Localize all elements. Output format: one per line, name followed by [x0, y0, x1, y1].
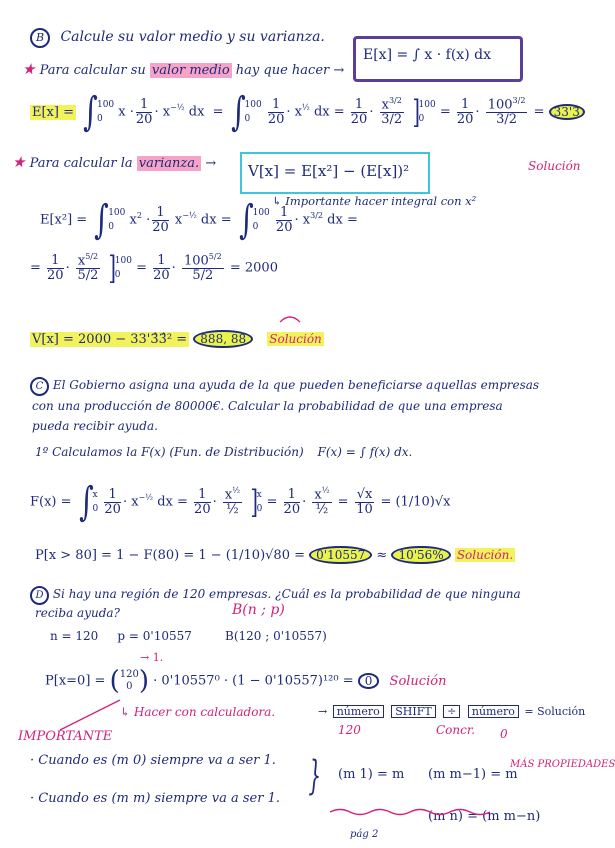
ex2-lhs: E[x²] =: [40, 212, 88, 228]
p0-rhs: · 0'10557⁰ · (1 − 0'10557)¹²⁰ =: [153, 673, 354, 689]
rule-2: · Cuando es (m m) siempre va a ser 1.: [30, 791, 280, 806]
arrow-one: → 1.: [140, 651, 164, 664]
mean-result: 33'3: [549, 104, 585, 120]
variance-result: 888, 88: [193, 330, 253, 348]
binom-params: n = 120 p = 0'10557: [50, 629, 192, 643]
mean-intro-suffix: hay que hacer →: [235, 63, 345, 78]
arrow-to-variance: [280, 317, 300, 322]
calc-note-text: Hacer con calculadora.: [133, 705, 276, 719]
arrow-right-icon: →: [205, 156, 217, 171]
key-numero-2: número: [468, 705, 519, 718]
property-3: (m n) = (m m−n): [428, 809, 541, 824]
key-numero: número: [333, 705, 384, 718]
probability-expression: P[x > 80] = 1 − F(80) = 1 − (1/10)√80 =: [35, 548, 305, 563]
note-integral-text: Importante hacer integral con x²: [285, 194, 477, 208]
p0-line: P[x=0] = (120 0 ) · 0'10557⁰ · (1 − 0'10557)¹²⁰ = 0 Solución: [45, 666, 447, 696]
section-c-line3: pueda recibir ayuda.: [32, 419, 158, 433]
section-c-label: C: [30, 377, 49, 396]
arrow-curved-icon: ↳: [120, 705, 134, 719]
arrow-curved-icon: ↳: [272, 194, 286, 208]
keys-sub-0: 0: [500, 727, 508, 741]
calculator-keys: → número SHIFT ÷ número = Solución: [318, 705, 586, 718]
keys-sub-120: 120: [338, 723, 361, 737]
probability-value: 0'10557: [309, 546, 372, 564]
variance-formula: V[x] = E[x²] − (E[x])²: [248, 162, 410, 180]
section-b-title: Calcule su valor medio y su varianza.: [60, 29, 325, 45]
rule-1: · Cuando es (m 0) siempre va a ser 1.: [30, 753, 276, 768]
property-1: (m 1) = m: [338, 767, 405, 782]
binom-specific: B(120 ; 0'10557): [225, 629, 327, 643]
ex2-result: = 2000: [229, 260, 278, 276]
key-shift: SHIFT: [391, 705, 435, 718]
more-properties-title: MÁS PROPIEDADES: [510, 759, 615, 770]
page-footer: pág 2: [350, 829, 379, 840]
ex2-result-line: = $\frac{1}{20}$ · $\frac{x^{5/2}}{5/2}$ ]100 0 = $\frac{1}{20}$ · $\frac{100^{5/2}}{5/2}$ = 2000: [30, 249, 278, 287]
probability-percent: 10'56%: [391, 546, 450, 564]
binom-generic: B(n ; p): [232, 602, 285, 618]
variance-intro-prefix: Para calcular la: [29, 156, 133, 171]
step1-formula: F(x) = ∫ f(x) dx.: [317, 445, 413, 459]
wavy-divider: [330, 810, 490, 815]
step1-text: 1º Calculamos la F(x) (Fun. de Distribución): [35, 445, 304, 459]
star-icon: ★: [22, 60, 36, 78]
fx-lhs: F(x) =: [30, 494, 72, 510]
section-d-text1: Si hay una región de 120 empresas. ¿Cuál es la probabilidad de que ninguna: [52, 587, 521, 601]
probability-solution-tag: Solución.: [456, 548, 514, 562]
section-c-text1: El Gobierno asigna una ayuda de la que pueden beneficiarse aquellas empresas: [52, 378, 540, 392]
fx-result: = (1/10)√x: [380, 494, 451, 510]
section-c-line2: con una producción de 80000€. Calcular la probabilidad de que una empresa: [32, 399, 503, 413]
arrow-to-important: [60, 700, 120, 730]
p0-lhs: P[x=0] =: [45, 673, 106, 689]
section-d-label: D: [30, 586, 49, 605]
important-title: IMPORTANTE: [18, 729, 113, 744]
mean-intro-highlight: valor medio: [151, 63, 230, 78]
section-d-line2: reciba ayuda?: [35, 606, 120, 620]
p0-solution-tag: Solución: [389, 673, 447, 689]
section-b-label: B: [30, 28, 50, 48]
curly-brace: }: [308, 753, 322, 799]
variance-solution-tag: Solución: [269, 332, 322, 346]
keys-sub-concr: Concr.: [436, 723, 476, 737]
solution-tag: Solución: [528, 159, 581, 173]
variance-intro-highlight: varianza.: [138, 156, 200, 171]
mean-calculation: E[x] = ∫100 0 x · $\frac{1}{20}$ · $x^{-\frac{1}{2}}$ dx = ∫100 0 $\frac{1}{20}$ · $x^{\frac{1}{2}}$ dx = $\frac{1}{20}$ · $\frac{x^{3/2}}{3/2}$ ]100 0 = $\frac{1}{20}$ · $\frac{100^{3/2}}{3/2}$ = 33'3: [30, 92, 585, 132]
variance-expression: V[x] = 2000 − 33'3̂3̂² =: [32, 332, 188, 347]
mean-intro-prefix: Para calcular su: [39, 63, 146, 78]
key-divide: ÷: [443, 705, 460, 718]
ex2-calculation: E[x²] = ∫100 0 $x^2$ · $\frac{1}{20}$ $x^{-\frac{1}{2}}$ dx = ∫100 0 $\frac{1}{20}$ · $x^{3/2}$ dx =: [40, 197, 358, 243]
approx-symbol: ≈: [376, 548, 388, 563]
property-2: (m m−1) = m: [428, 767, 518, 782]
p0-result: 0: [358, 673, 380, 689]
keys-result: = Solución: [524, 705, 586, 718]
mean-lhs: E[x] =: [32, 104, 74, 120]
fx-calculation: F(x) = ∫x 0 $\frac{1}{20}$ · $x^{-\frac{1}{2}}$ dx = $\frac{1}{20}$ · $\frac{x^{\frac{1}{2}}}{\text{½}}$ ]x 0 = $\frac{1}{20}$ · $\frac{x^{\frac{1}{2}}}{\text{½}}$ = $\frac{√x}{10}$ = (1/10)√x: [30, 479, 451, 525]
star-icon: ★: [12, 153, 26, 171]
mean-formula: E[x] = ∫ x · f(x) dx: [363, 47, 491, 63]
